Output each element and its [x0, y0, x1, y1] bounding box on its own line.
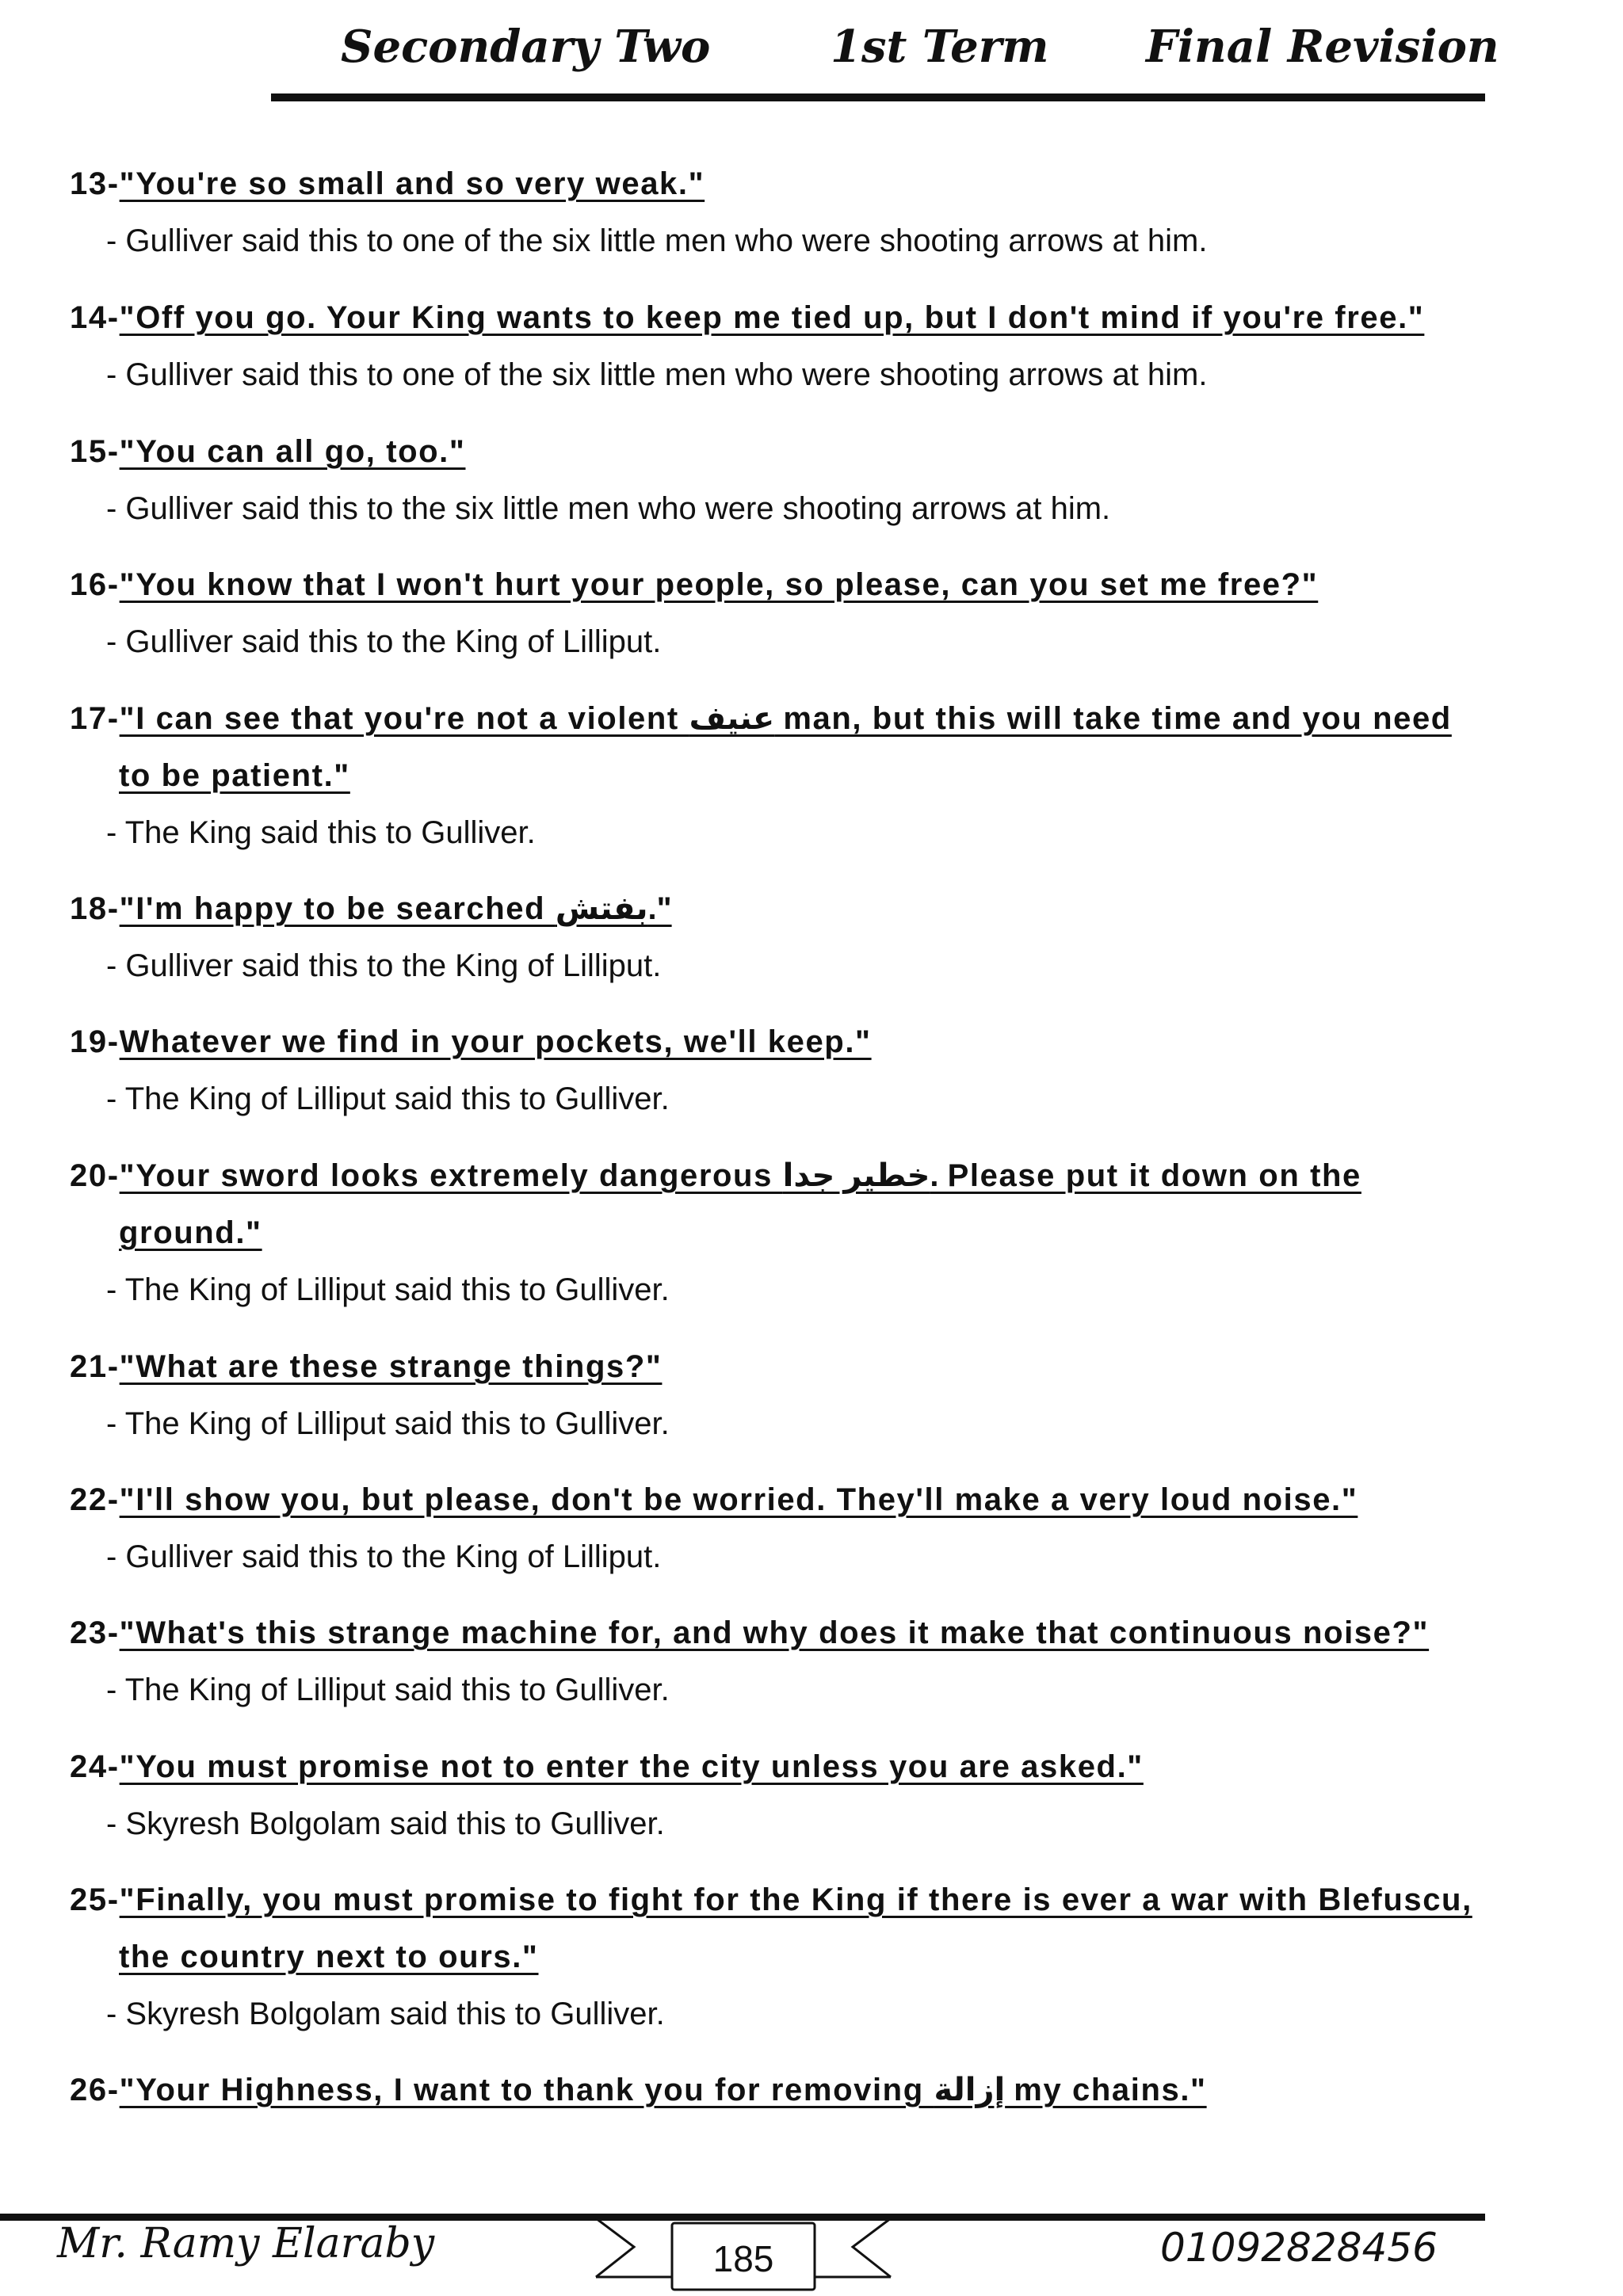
item-quote: "You must promise not to enter the city unless you are asked."	[119, 1749, 1144, 1784]
item-number: 26-	[70, 2073, 120, 2107]
item-number: 25-	[70, 1882, 120, 1917]
item-quote: "Off you go. Your King wants to keep me tied up, but I don't mind if you're free."	[119, 300, 1425, 335]
header-title: Final Revision	[1146, 21, 1499, 73]
item-answer: - The King of Lilliput said this to Gulliver.	[106, 1081, 670, 1116]
footer-phone: 01092828456	[1160, 2225, 1438, 2271]
item-quote-line	[70, 1147, 1591, 1204]
page-number: 185	[712, 2238, 774, 2279]
item-quote: "I can see that you're not a violent عنيف man, but this will take time and you need	[119, 701, 1452, 736]
item-answer: - The King of Lilliput said this to Gulliver.	[106, 1406, 670, 1441]
item-quote: "I'll show you, but please, don't be worried. They'll make a very loud noise."	[119, 1482, 1358, 1517]
item-quote: Whatever we find in your pockets, we'll keep."	[119, 1024, 872, 1059]
item-number: 20-	[70, 1158, 120, 1193]
item-number: 23-	[70, 1615, 120, 1650]
item-quote-line	[70, 690, 1591, 747]
item-quote-continued: ground."	[119, 1215, 262, 1250]
item-quote-continued: the country next to ours."	[119, 1939, 539, 1974]
item-answer: - Skyresh Bolgolam said this to Gulliver.	[106, 1997, 665, 2031]
page-header	[0, 0, 1623, 103]
item-answer: - Gulliver said this to the King of Lilliput.	[106, 1539, 662, 1574]
item-number: 22-	[70, 1482, 120, 1517]
item-quote-line	[70, 1738, 1591, 1795]
item-answer: - Gulliver said this to the King of Lilliput.	[106, 948, 662, 983]
item-answer: - Gulliver said this to the King of Lilliput.	[106, 624, 662, 659]
item-answer: - The King of Lilliput said this to Gulliver.	[106, 1272, 670, 1307]
item-quote: "You're so small and so very weak."	[119, 166, 705, 201]
item-quote: "Your sword looks extremely dangerous خطير جدا. Please put it down on the	[119, 1158, 1361, 1193]
item-quote: "I'm happy to be searched بفتش."	[119, 891, 672, 926]
item-answer: - Gulliver said this to one of the six little men who were shooting arrows at him.	[106, 357, 1208, 392]
item-quote-line	[70, 423, 1591, 480]
item-number: 14-	[70, 300, 120, 335]
item-number: 19-	[70, 1024, 120, 1059]
item-quote-line	[70, 1471, 1591, 1528]
item-quote: "What are these strange things?"	[119, 1349, 663, 1384]
item-quote-continued: to be patient."	[119, 758, 350, 793]
item-quote-line	[70, 289, 1591, 346]
header-term: 1st Term	[831, 21, 1049, 73]
item-number: 17-	[70, 701, 120, 736]
page-footer	[0, 2203, 1623, 2296]
item-quote-line	[70, 1013, 1591, 1070]
item-number: 18-	[70, 891, 120, 926]
item-number: 16-	[70, 567, 120, 602]
header-grade: Secondary Two	[341, 21, 711, 73]
item-number: 24-	[70, 1749, 120, 1784]
item-answer: - The King said this to Gulliver.	[106, 815, 536, 850]
item-quote-line	[70, 1604, 1591, 1661]
footer-author: Mr. Ramy Elaraby	[57, 2220, 435, 2267]
item-number: 21-	[70, 1349, 120, 1384]
item-quote: "You know that I won't hurt your people, so please, can you set me free?"	[119, 567, 1319, 602]
item-quote-line	[70, 556, 1591, 613]
item-quote-line	[70, 1338, 1591, 1395]
item-quote-line	[70, 880, 1591, 937]
item-quote: "Finally, you must promise to fight for the King if there is ever a war with Blefuscu,	[119, 1882, 1472, 1917]
item-quote: "Your Highness, I want to thank you for removing إزالة my chains."	[119, 2073, 1207, 2107]
item-quote-line	[70, 1871, 1591, 1928]
item-quote: "What's this strange machine for, and why does it make that continuous noise?"	[119, 1615, 1430, 1650]
item-quote: "You can all go, too."	[119, 434, 466, 469]
item-answer: - Gulliver said this to the six little men who were shooting arrows at him.	[106, 491, 1111, 526]
item-number: 13-	[70, 166, 120, 201]
item-quote-line	[70, 155, 1591, 212]
header-rule	[271, 93, 1485, 101]
item-answer: - Skyresh Bolgolam said this to Gulliver.	[106, 1806, 665, 1841]
item-quote-line	[70, 2061, 1591, 2119]
item-number: 15-	[70, 434, 120, 469]
item-answer: - The King of Lilliput said this to Gulliver.	[106, 1672, 670, 1707]
item-answer: - Gulliver said this to one of the six little men who were shooting arrows at him.	[106, 223, 1208, 258]
